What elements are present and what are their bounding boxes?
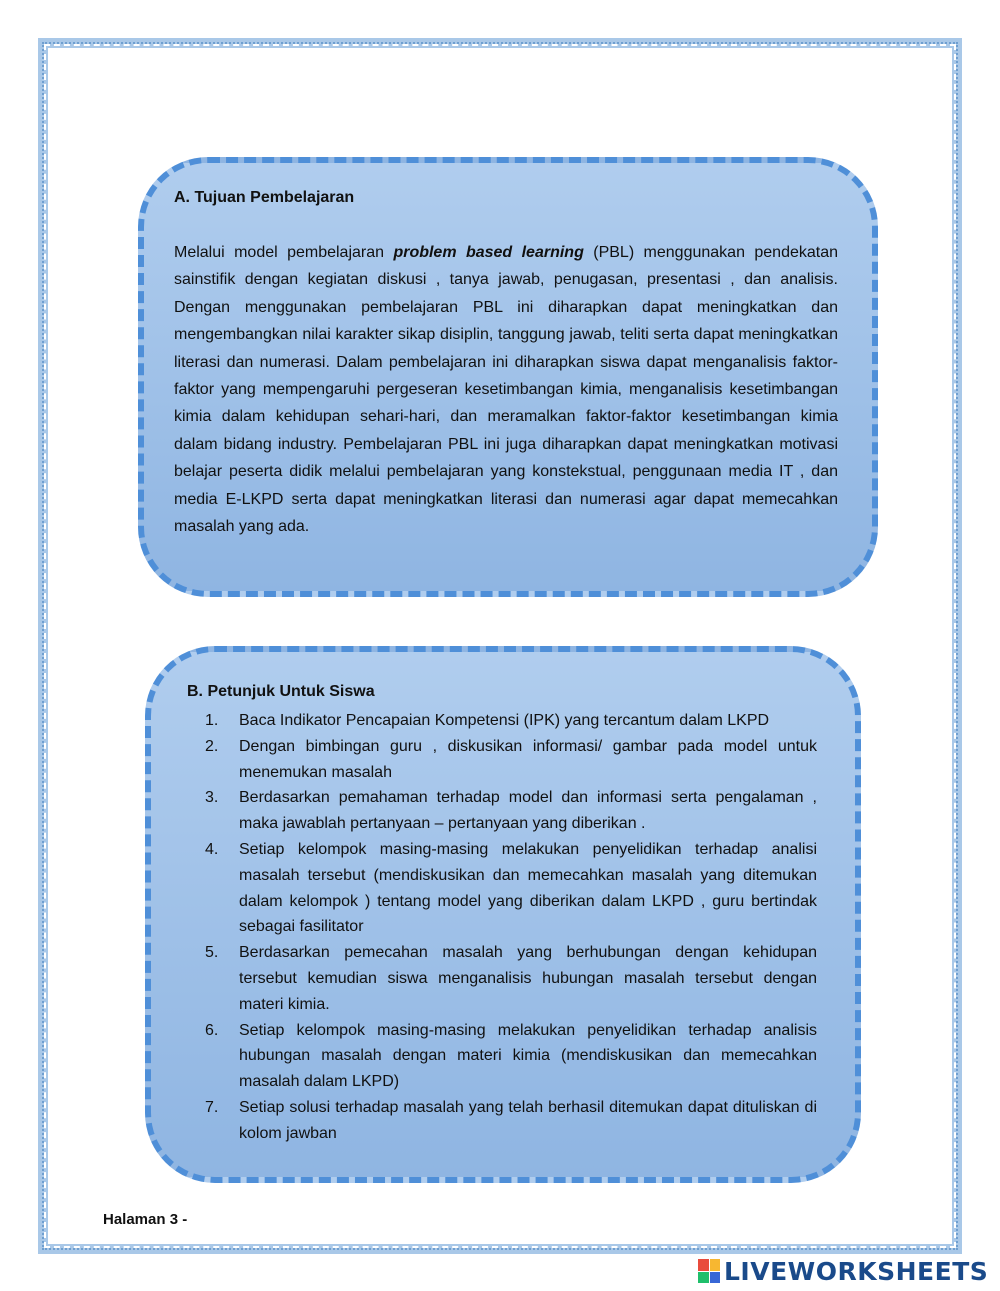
list-item-text: Setiap kelompok masing-masing melakukan penyelidikan terhadap analisis hubungan masalah dengan materi kimia (mendiskusikan dan memecahkan masalah dalam LKPD) (239, 1021, 817, 1091)
list-item-number: 1. (205, 712, 219, 729)
list-item-text: Baca Indikator Pencapaian Kompetensi (IPK) yang tercantum dalam LKPD (239, 712, 770, 729)
page-number: Halaman 3 - (103, 1211, 188, 1228)
list-item-text: Setiap kelompok masing-masing melakukan penyelidikan terhadap analisi masalah tersebut (mendiskusikan dan memecahkan masalah yang ditemukan dalam kelompok ) tentang model yang diberikan dalam LKPD , guru bertindak sebagai fasilitator (239, 840, 817, 936)
instructions-list (205, 708, 817, 1147)
list-item (205, 837, 817, 940)
objectives-text-start: Melalui model pembelajaran (174, 244, 394, 261)
list-item-text: Dengan bimbingan guru , diskusikan informasi/ gambar pada model untuk menemukan masalah (239, 737, 817, 781)
list-item-number: 3. (205, 789, 219, 807)
list-item-text: Setiap solusi terhadap masalah yang telah berhasil ditemukan dapat dituliskan di kolom jawban (239, 1098, 817, 1142)
logo-block-i (710, 1259, 721, 1271)
list-item-number: 6. (205, 1021, 219, 1039)
objectives-text-rest: (PBL) menggunakan pendekatan sainstifik dengan kegiatan diskusi , tanya jawab, penugasan, presentasi , dan analisis. Dengan menggunakan pembelajaran PBL ini diharapkan dapat meningkatkan dan mengembangkan nilai karakter sikap disiplin, tanggung jawab, teliti serta dapat meningkatkan literasi dan numerasi. Dalam pembelajaran ini diharapkan siswa dapat menganalisis faktor-faktor yang mempengaruhi pergeseran kesetimbangan kimia, menganalisis kesetimbangan kimia dalam kehidupan sehari-hari, dan meramalkan faktor-faktor kesetimbangan kimia dalam bidang industry. Pembelajaran PBL ini juga diharapkan dapat meningkatkan motivasi belajar peserta didik melalui pembelajaran yang konstekstual, penggunaan media IT , dan media E-LKPD serta dapat meningkatkan literasi dan numerasi agar dapat memecahkan masalah yang ada. (174, 244, 839, 536)
objectives-paragraph (174, 239, 838, 540)
list-item-text: Berdasarkan pemecahan masalah yang berhubungan dengan kehidupan tersebut kemudian siswa menganalisis hubungan masalah tersebut dengan materi kimia. (239, 944, 817, 1013)
instructions-heading: B. Petunjuk Untuk Siswa (187, 683, 375, 700)
logo-block-e (710, 1272, 721, 1284)
list-item-number: 5. (205, 944, 219, 962)
logo-block-l (698, 1259, 709, 1271)
objectives-heading: A. Tujuan Pembelajaran (174, 189, 355, 206)
objectives-emphasis: problem based learning (393, 244, 584, 261)
list-item (205, 785, 817, 837)
list-item-number: 7. (205, 1098, 219, 1116)
liveworksheets-logo-icon (698, 1259, 720, 1283)
list-item (205, 1018, 817, 1095)
list-item (205, 708, 817, 734)
list-item-number: 2. (205, 737, 219, 755)
list-item-text: Berdasarkan pemahaman terhadap model dan informasi serta pengalaman , maka jawablah pertanyaan – pertanyaan yang diberikan . (239, 789, 817, 833)
list-item (205, 1095, 817, 1147)
list-item-number: 4. (205, 840, 219, 858)
list-item (205, 734, 817, 786)
brand-name: LIVEWORKSHEETS (724, 1256, 989, 1286)
brand[interactable] (698, 1256, 988, 1286)
list-item (205, 940, 817, 1017)
logo-block-v (698, 1272, 709, 1284)
